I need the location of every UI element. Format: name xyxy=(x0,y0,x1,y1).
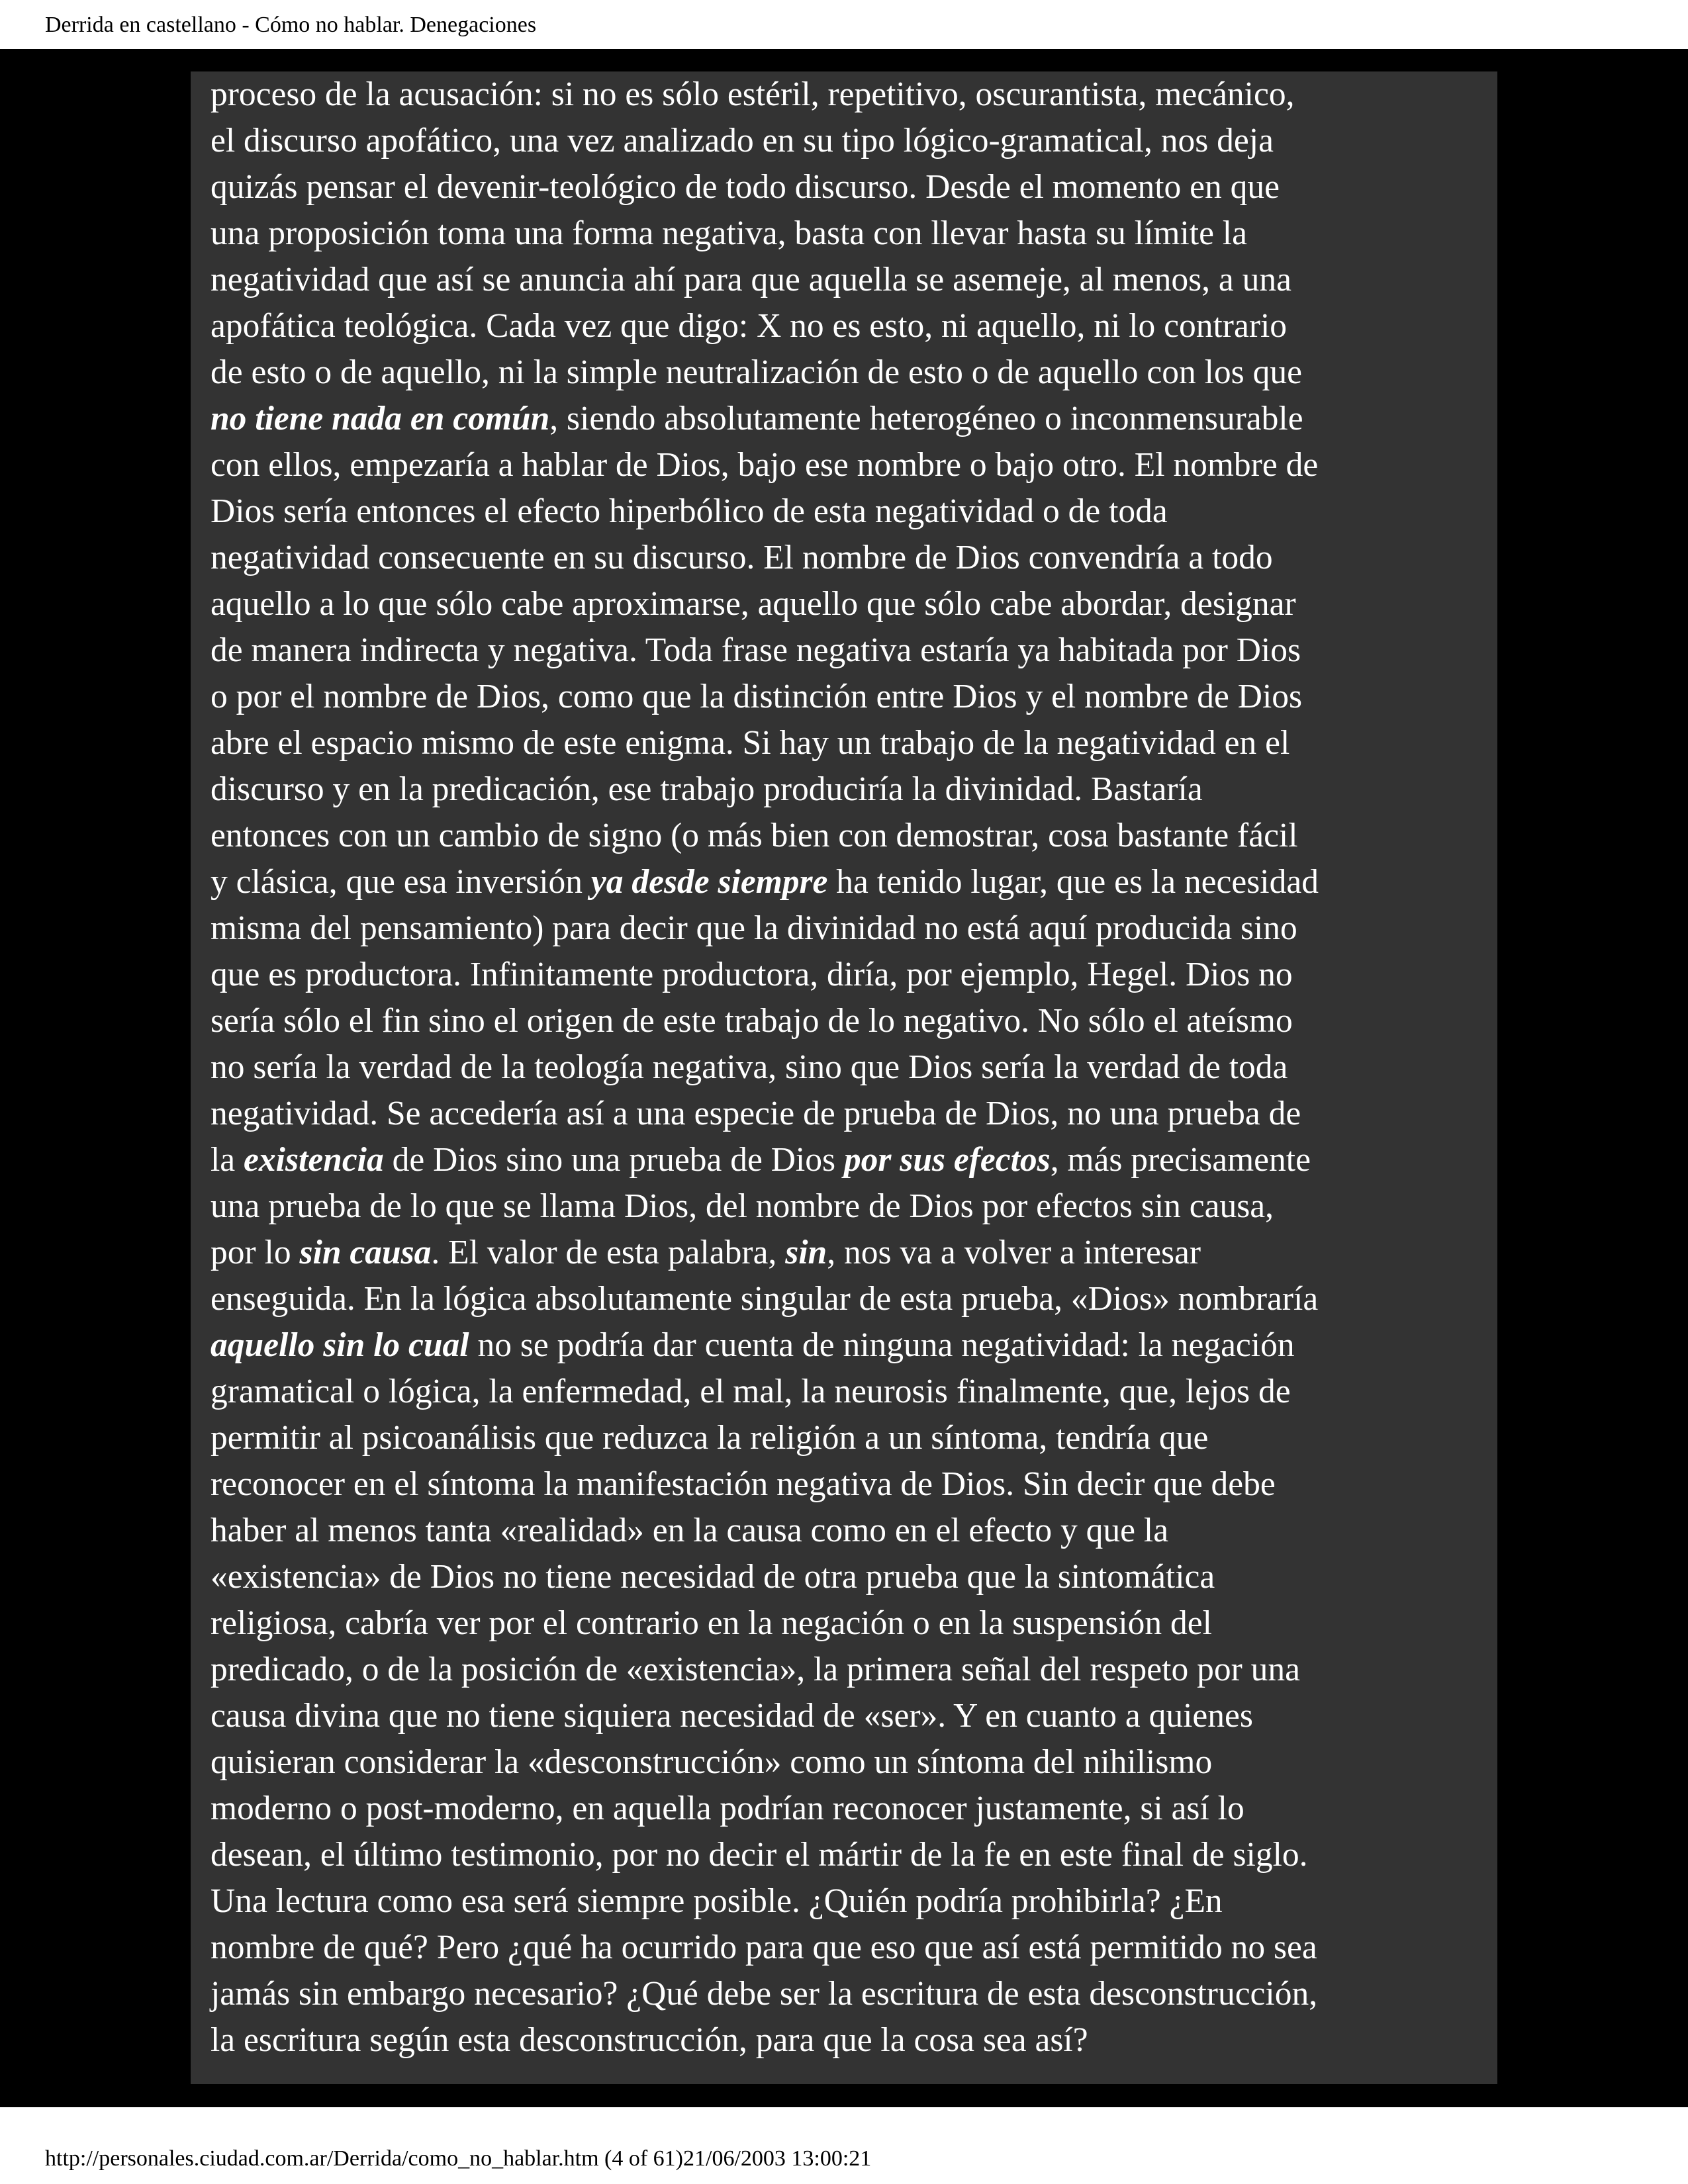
text-line: reconocer en el síntoma la manifestación negativa de Dios. Sin decir que debe xyxy=(211,1465,1276,1503)
text-line: de manera indirecta y negativa. Toda frase negativa estaría ya habitada por Dios xyxy=(211,631,1301,669)
text-line: con ellos, empezaría a hablar de Dios, bajo ese nombre o bajo otro. El nombre de xyxy=(211,446,1319,484)
text-line: la escritura según esta desconstrucción, para que la cosa sea así? xyxy=(211,2021,1088,2059)
text-line xyxy=(211,1137,1497,1183)
text-line: nombre de qué? Pero ¿qué ha ocurrido para que eso que así está permitido no sea xyxy=(211,1929,1317,1966)
text-line: jamás sin embargo necesario? ¿Qué debe ser la escritura de esta desconstrucción, xyxy=(211,1975,1318,2013)
emphasis: no tiene nada en común xyxy=(211,400,550,437)
text-line: causa divina que no tiene siquiera necesidad de «ser». Y en cuanto a quienes xyxy=(211,1697,1253,1735)
text-line: Una lectura como esa será siempre posible. ¿Quién podría prohibirla? ¿En xyxy=(211,1882,1223,1920)
text-run: la xyxy=(211,1141,244,1179)
text-line: Dios sería entonces el efecto hiperbólico de esta negatividad o de toda xyxy=(211,492,1168,530)
text-run: por lo xyxy=(211,1234,300,1271)
text-line: proceso de la acusación: si no es sólo estéril, repetitivo, oscurantista, mecánico, xyxy=(211,75,1295,113)
text-run: no se podría dar cuenta de ninguna negatividad: la negación xyxy=(469,1326,1295,1364)
text-run: y clásica, que esa inversión xyxy=(211,863,591,901)
text-line: o por el nombre de Dios, como que la distinción entre Dios y el nombre de Dios xyxy=(211,678,1303,715)
text-line: una prueba de lo que se llama Dios, del nombre de Dios por efectos sin causa, xyxy=(211,1187,1274,1225)
text-line: aquello a lo que sólo cabe aproximarse, aquello que sólo cabe abordar, designar xyxy=(211,585,1296,623)
text-line xyxy=(211,396,1497,442)
text-line: negatividad que así se anuncia ahí para que aquella se asemeje, al menos, a una xyxy=(211,261,1292,298)
text-line: discurso y en la predicación, ese trabajo produciría la divinidad. Bastaría xyxy=(211,770,1203,808)
text-line: entonces con un cambio de signo (o más bien con demostrar, cosa bastante fácil xyxy=(211,817,1298,854)
text-line: el discurso apofático, una vez analizado en su tipo lógico-gramatical, nos deja xyxy=(211,122,1274,159)
text-line: apofática teológica. Cada vez que digo: X no es esto, ni aquello, ni lo contrario xyxy=(211,307,1288,345)
emphasis: por sus efectos xyxy=(843,1141,1051,1179)
text-line: negatividad. Se accedería así a una especie de prueba de Dios, no una prueba de xyxy=(211,1095,1301,1132)
text-run: , más precisamente xyxy=(1050,1141,1311,1179)
text-line: «existencia» de Dios no tiene necesidad de otra prueba que la sintomática xyxy=(211,1558,1215,1596)
print-footer-url: http://personales.ciudad.com.ar/Derrida/como_no_hablar.htm (4 of 61)21/06/2003 13:00:21 xyxy=(45,2146,872,2171)
text-line: negatividad consecuente en su discurso. El nombre de Dios convendría a todo xyxy=(211,539,1273,576)
text-run: , siendo absolutamente heterogéneo o inconmensurable xyxy=(549,400,1303,437)
text-line: desean, el último testimonio, por no decir el mártir de la fe en este final de siglo. xyxy=(211,1836,1308,1874)
text-line: moderno o post-moderno, en aquella podrían reconocer justamente, si así lo xyxy=(211,1790,1244,1827)
text-line xyxy=(211,1322,1497,1369)
text-run: ha tenido lugar, que es la necesidad xyxy=(827,863,1319,901)
text-run: . El valor de esta palabra, xyxy=(431,1234,786,1271)
text-line: sería sólo el fin sino el origen de este trabajo de lo negativo. No sólo el ateísmo xyxy=(211,1002,1293,1040)
emphasis: sin causa xyxy=(299,1234,432,1271)
text-line: gramatical o lógica, la enfermedad, el mal, la neurosis finalmente, que, lejos de xyxy=(211,1373,1291,1410)
text-line: religiosa, cabría ver por el contrario en la negación o en la suspensión del xyxy=(211,1604,1212,1642)
text-line: que es productora. Infinitamente productora, diría, por ejemplo, Hegel. Dios no xyxy=(211,956,1293,993)
text-line xyxy=(211,1230,1497,1276)
text-line: no sería la verdad de la teología negativa, sino que Dios sería la verdad de toda xyxy=(211,1048,1288,1086)
emphasis: ya desde siempre xyxy=(590,863,828,901)
text-run: de Dios sino una prueba de Dios xyxy=(383,1141,844,1179)
text-line: de esto o de aquello, ni la simple neutralización de esto o de aquello con los que xyxy=(211,353,1302,391)
emphasis: existencia xyxy=(244,1141,384,1179)
text-line: misma del pensamiento) para decir que la divinidad no está aquí producida sino xyxy=(211,909,1297,947)
text-line: quizás pensar el devenir-teológico de todo discurso. Desde el momento en que xyxy=(211,168,1280,206)
text-line: una proposición toma una forma negativa, basta con llevar hasta su límite la xyxy=(211,214,1247,252)
emphasis: sin xyxy=(785,1234,827,1271)
text-line: haber al menos tanta «realidad» en la causa como en el efecto y que la xyxy=(211,1512,1169,1549)
text-line: quisieran considerar la «desconstrucción» como un síntoma del nihilismo xyxy=(211,1743,1213,1781)
document-text-box xyxy=(191,71,1497,2084)
print-header-title: Derrida en castellano - Cómo no hablar. Denegaciones xyxy=(45,13,537,37)
text-line: enseguida. En la lógica absolutamente singular de esta prueba, «Dios» nombraría xyxy=(211,1280,1319,1318)
emphasis: aquello sin lo cual xyxy=(211,1326,469,1364)
text-line: permitir al psicoanálisis que reduzca la religión a un síntoma, tendría que xyxy=(211,1419,1209,1457)
document-paragraph xyxy=(211,71,1497,2064)
text-line: abre el espacio mismo de este enigma. Si hay un trabajo de la negatividad en el xyxy=(211,724,1290,762)
text-run: , nos va a volver a interesar xyxy=(827,1234,1201,1271)
text-line xyxy=(211,859,1497,905)
text-line: predicado, o de la posición de «existencia», la primera señal del respeto por una xyxy=(211,1651,1300,1688)
